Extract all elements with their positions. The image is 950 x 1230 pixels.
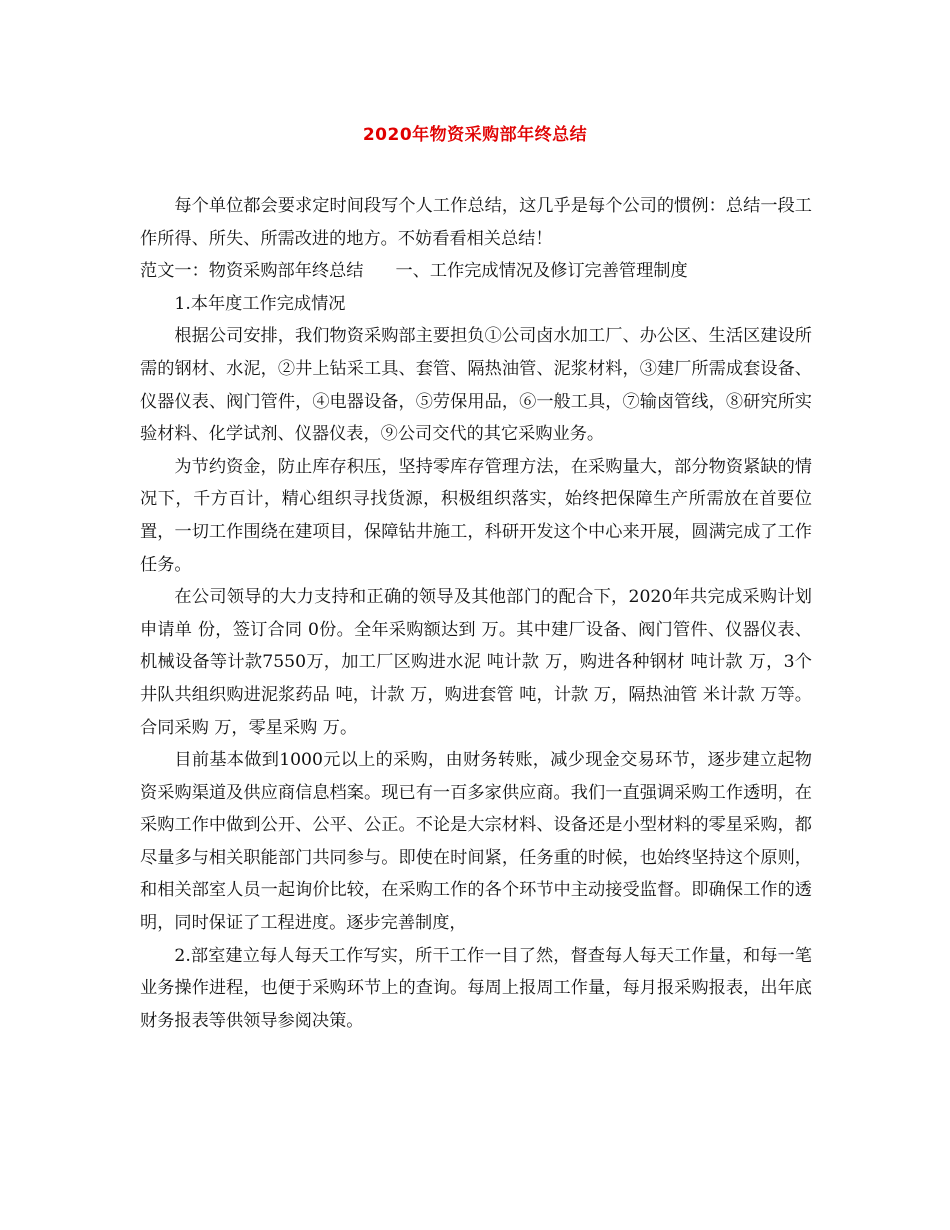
savings-paragraph: 为节约资金，防止库存积压，坚持零库存管理方法，在采购量大，部分物资紧缺的情况下，千方百计，精心组织寻找货源，积极组织落实，始终把保障生产所需放在首要位置，一切工作围绕在建项目，保障钻井施工，科研开发这个中心来开展，圆满完成了工作任务。 [140, 456, 812, 575]
stats-paragraph: 在公司领导的大力支持和正确的领导及其他部门的配合下，2020年共完成采购计划申请单 份，签订合同 0份。全年采购额达到 万。其中建厂设备、阀门管件、仪器仪表、机械设备等计款7550万，加工厂区购进水泥 吨计款 万，购进各种钢材 吨计款 万，3个井队共组织购进泥浆药品 吨，计款 万，购进套管 吨，计款 万，隔热油管 米计款 万等。合同采购 万，零星采购 万。 [140, 587, 812, 738]
item1-heading: 1.本年度工作完成情况 [174, 293, 346, 314]
document-title: 2020年物资采购部年终总结 [362, 125, 588, 145]
intro-paragraph: 每个单位都会要求定时间段写个人工作总结，这几乎是每个公司的惯例：总结一段工作所得、所失、所需改进的地方。不妨看看相关总结！ [140, 196, 812, 249]
section-heading: 一、工作完成情况及修订完善管理制度 [395, 261, 688, 282]
item2-paragraph: 2.部室建立每人每天工作写实，所干工作一目了然，督查每人每天工作量，和每一笔业务操作进程，也便于采购环节上的查询。每周上报周工作量，每月报采购报表，出年底财务报表等供领导参阅决策。 [140, 945, 812, 1031]
document-body [140, 190, 812, 1037]
sample-label: 范文一：物资采购部年终总结 [140, 261, 364, 282]
transparency-paragraph: 目前基本做到1000元以上的采购，由财务转账，减少现金交易环节，逐步建立起物资采购渠道及供应商信息档案。现已有一百多家供应商。我们一直强调采购工作透明，在采购工作中做到公开、公平、公正。不论是大宗材料、设备还是小型材料的零星采购，都尽量多与相关职能部门共同参与。即使在时间紧，任务重的时候，也始终坚持这个原则，和相关部室人员一起询价比较，在采购工作的各个环节中主动接受监督。即确保工作的透明，同时保证了工程进度。逐步完善制度， [140, 750, 812, 934]
sample-heading-line [140, 255, 812, 288]
duties-paragraph: 根据公司安排，我们物资采购部主要担负①公司卤水加工厂、办公区、生活区建设所需的钢材、水泥，②井上钻采工具、套管、隔热油管、泥浆材料，③建厂所需成套设备、仪器仪表、阀门管件，④电器设备，⑤劳保用品，⑥一般工具，⑦输卤管线，⑧研究所实验材料、化学试剂、仪器仪表，⑨公司交代的其它采购业务。 [140, 326, 812, 445]
